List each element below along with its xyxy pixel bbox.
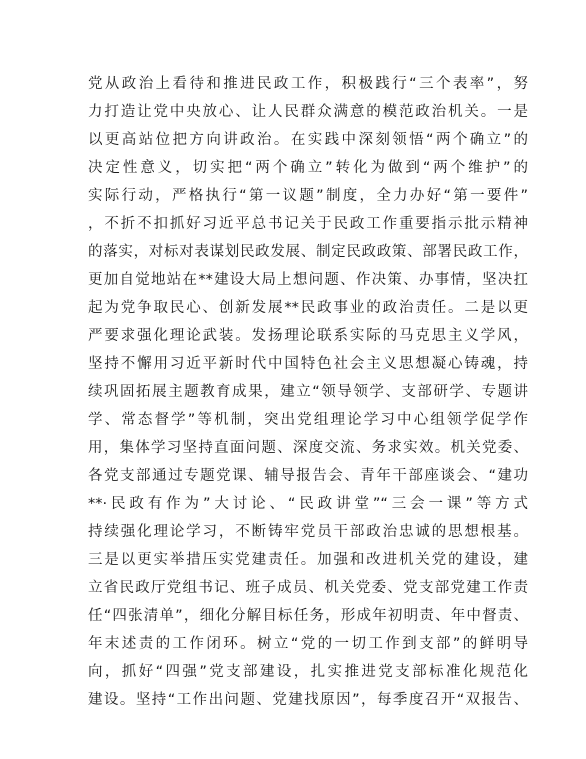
text-line: 起为党争取民心、创新发展**民政事业的政治责任。二是以更 bbox=[88, 300, 528, 316]
text-line: 实际行动，严格执行“第一议题”制度，全力办好“第一要件” bbox=[88, 188, 528, 204]
text-line: 续巩固拓展主题教育成果，建立“领导领学、支部研学、专题讲 bbox=[88, 384, 528, 400]
text-line: 更加自觉地站在**建设大局上想问题、作决策、办事情，坚决扛 bbox=[88, 272, 528, 288]
text-line: 年末述责的工作闭环。树立“党的一切工作到支部”的鲜明导 bbox=[88, 636, 528, 652]
text-line: 任“四张清单”，细化分解目标任务，形成年初明责、年中督责、 bbox=[88, 608, 528, 624]
text-line: 坚持不懈用习近平新时代中国特色社会主义思想凝心铸魂，持 bbox=[88, 356, 528, 372]
text-line: 严要求强化理论武装。发扬理论联系实际的马克思主义学风， bbox=[88, 328, 528, 344]
text-line: 力打造让党中央放心、让人民群众满意的模范政治机关。一是 bbox=[88, 104, 528, 120]
text-line: 的落实，对标对表谋划民政发展、制定民政政策、部署民政工作， bbox=[88, 244, 528, 260]
text-line: 党从政治上看待和推进民政工作，积极践行“三个表率”，努 bbox=[88, 76, 528, 92]
text-line: 持续强化理论学习，不断铸牢党员干部政治忠诚的思想根基。 bbox=[88, 524, 528, 540]
text-line: **·民政有作为”大讨论、“民政讲堂”“三会一课”等方式 bbox=[88, 496, 528, 512]
text-line: 建设。坚持“工作出问题、党建找原因”，每季度召开“双报告、 bbox=[88, 692, 528, 708]
text-line: 以更高站位把方向讲政治。在实践中深刻领悟“两个确立”的 bbox=[88, 132, 528, 148]
text-line: 三是以更实举措压实党建责任。加强和改进机关党的建设，建 bbox=[88, 552, 528, 568]
body-text bbox=[88, 70, 528, 714]
text-line: 用，集体学习坚持直面问题、深度交流、务求实效。机关党委、 bbox=[88, 440, 528, 456]
text-line: 立省民政厅党组书记、班子成员、机关党委、党支部党建工作责 bbox=[88, 580, 528, 596]
text-line: 向，抓好“四强”党支部建设，扎实推进党支部标准化规范化 bbox=[88, 664, 528, 680]
text-line: 学、常态督学”等机制，突出党组理论学习中心组领学促学作 bbox=[88, 412, 528, 428]
text-line: 决定性意义，切实把“两个确立”转化为做到“两个维护”的 bbox=[88, 160, 528, 176]
text-line: 各党支部通过专题党课、辅导报告会、青年干部座谈会、“建功 bbox=[88, 468, 528, 484]
text-line: ，不折不扣抓好习近平总书记关于民政工作重要指示批示精神 bbox=[88, 216, 528, 232]
